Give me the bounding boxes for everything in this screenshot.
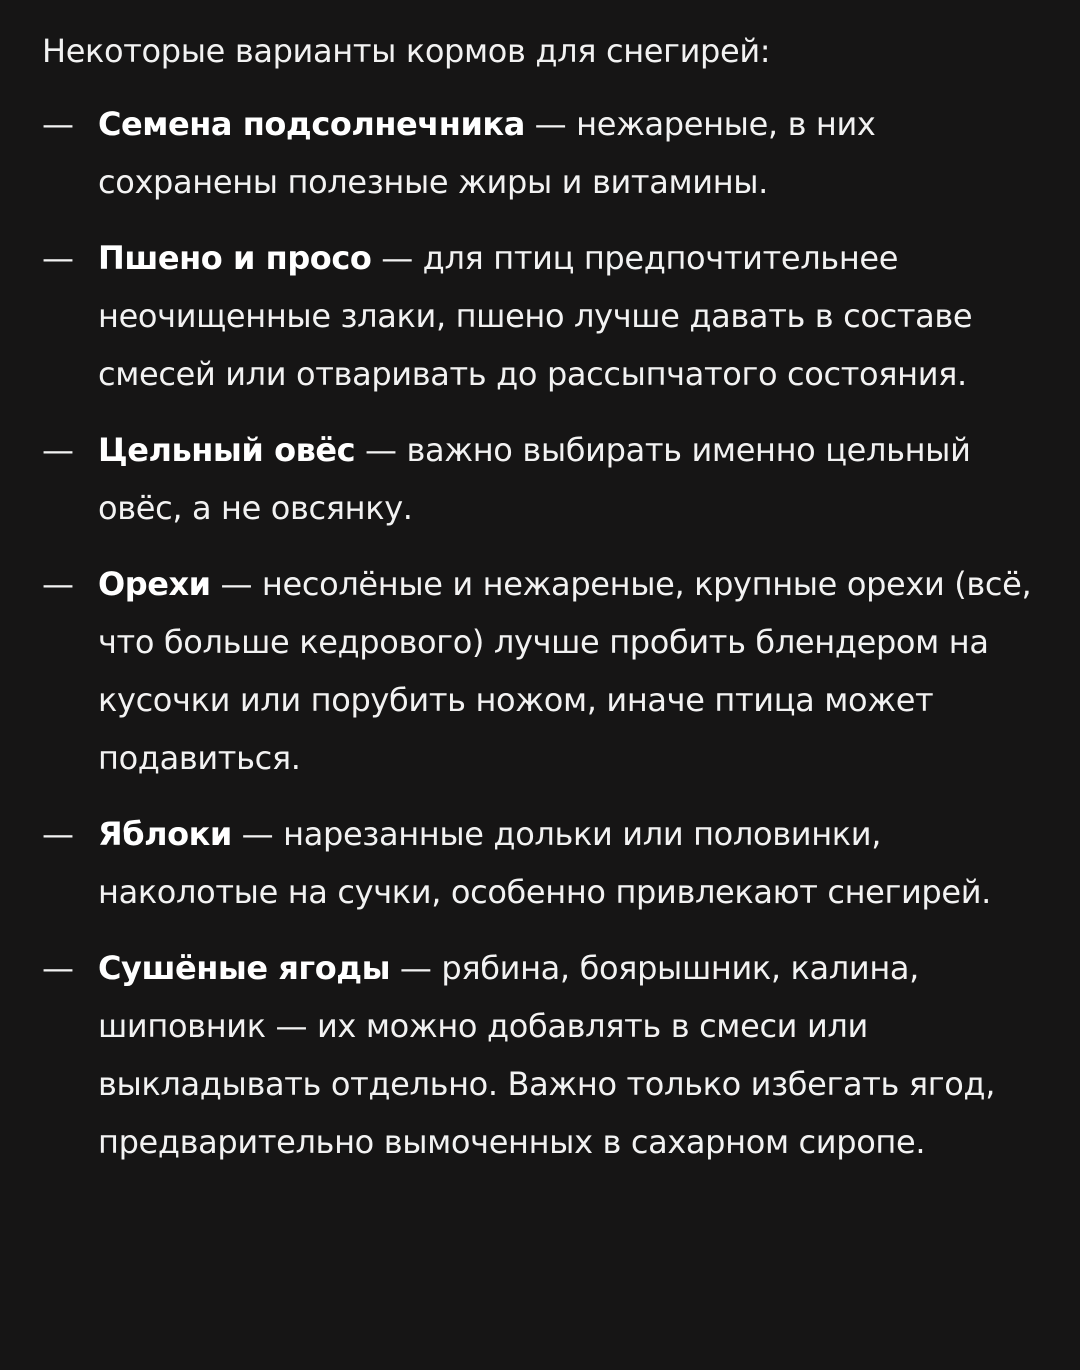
item-term: Пшено и просо <box>98 239 372 277</box>
list-item-text <box>98 555 1033 787</box>
item-description: — несолёные и нежареные, крупные орехи (всё, что больше кедрового) лучше пробить блендером на кусочки или порубить ножом, иначе птица может подавиться. <box>98 565 1032 777</box>
item-term: Орехи <box>98 565 211 603</box>
list-item-nuts <box>42 555 1040 787</box>
list-item-apples <box>42 805 1040 921</box>
item-description: — важно выбирать именно цельный овёс, а не овсянку. <box>98 431 971 527</box>
item-term: Семена подсолнечника <box>98 105 525 143</box>
list-item-text <box>98 95 1033 211</box>
list-item-text <box>98 421 1033 537</box>
item-term: Яблоки <box>98 815 232 853</box>
list-dash: — <box>42 815 74 853</box>
item-term: Цельный овёс <box>98 431 356 469</box>
list-item-millet <box>42 229 1040 403</box>
item-description: — нарезанные дольки или половинки, наколотые на сучки, особенно привлекают снегирей. <box>98 815 991 911</box>
intro-text: Некоторые варианты кормов для снегирей: <box>42 32 771 70</box>
feed-options-list <box>42 95 1040 1171</box>
item-description: — рябина, боярышник, калина, шиповник — их можно добавлять в смеси или выкладывать отдельно. Важно только избегать ягод, предварительно вымоченных в сахарном сиропе. <box>98 949 996 1161</box>
list-item-text <box>98 229 1033 403</box>
list-item-sunflower-seeds <box>42 95 1040 211</box>
list-dash: — <box>42 105 74 143</box>
list-dash: — <box>42 239 74 277</box>
list-item-text <box>98 939 1033 1171</box>
list-item-whole-oats <box>42 421 1040 537</box>
list-item-dried-berries <box>42 939 1040 1171</box>
item-description: — для птиц предпочтительнее неочищенные злаки, пшено лучше давать в составе смесей или отваривать до рассыпчатого состояния. <box>98 239 973 393</box>
list-dash: — <box>42 431 74 469</box>
item-description: — нежареные, в них сохранены полезные жиры и витамины. <box>98 105 876 201</box>
list-dash: — <box>42 565 74 603</box>
list-item-text <box>98 805 1033 921</box>
item-term: Сушёные ягоды <box>98 949 391 987</box>
list-dash: — <box>42 949 74 987</box>
